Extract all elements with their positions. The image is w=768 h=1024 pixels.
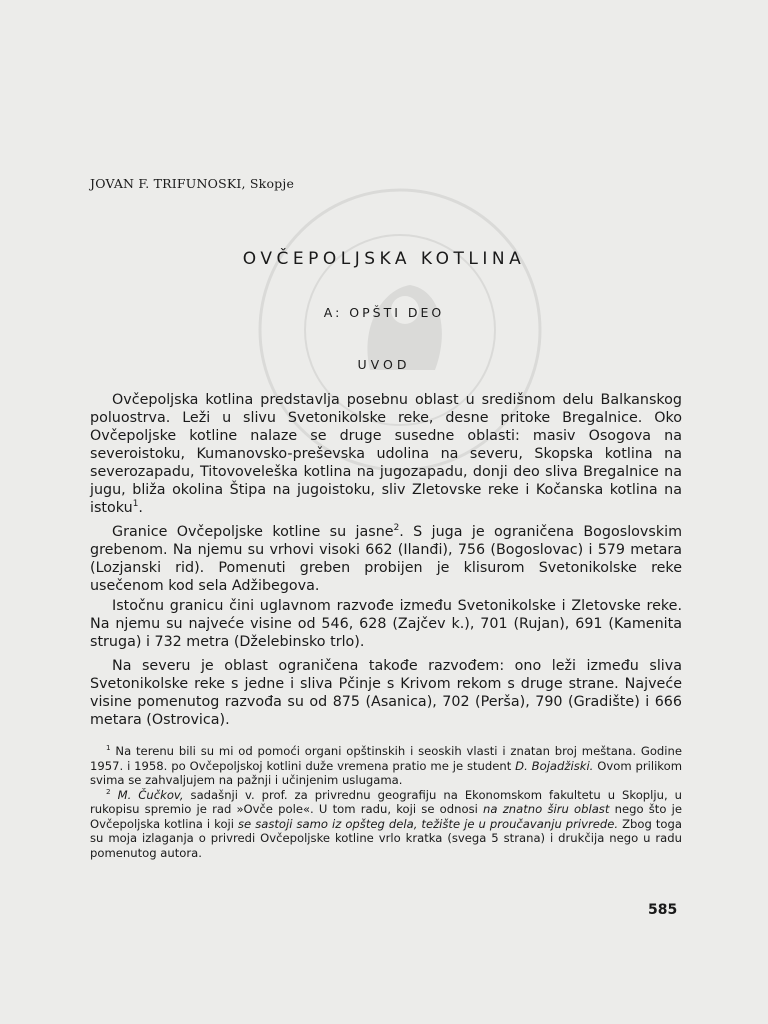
- body-text: [90, 391, 682, 729]
- part-heading: A: OPŠTI DEO: [323, 305, 445, 320]
- page-number: 585: [648, 902, 678, 918]
- paragraph: Granice Ovčepoljske kotline su jasne$^2$. S juga je ograničena Bogoslovskim grebenom. Na njemu su vrhovi visoki 662 (Ilanđi), 756 (Bogoslovac) i 579 metara (Lozjanski rid). Pomenuti greben probijen je klisurom Svetonikolske reke usečenom kod sela Adžibegova.: [90, 523, 682, 594]
- footnotes: [90, 744, 682, 860]
- author-line: [90, 176, 294, 191]
- footnote-mark: 2: [106, 786, 111, 796]
- paragraph: Ovčepoljska kotlina predstavlja posebnu oblast u središnom delu Balkanskog poluostrva. Leži u slivu Svetonikolske reke, desne pritoke Bregalnice. Oko Ovčepoljske kotline nalaze se druge susedne oblasti: masiv Osogova na severoistoku, Kumanovsko-preševska udolina na severu, Skopska kotlina na severozapadu, Titovoveleška kotlina na jugozapadu, donji deo sliva Bregalnice na jugu, bliža okolina Štipa na jugoistoku, sliv Zletovske reke i Kočanska kotlina na istoku$^1$.: [90, 392, 682, 516]
- author-name: JOVAN F. TRIFUNOSKI,: [90, 176, 246, 191]
- paragraph: Na severu je oblast ograničena takođe razvođem: ono leži između sliva Svetonikolske reke s jedne i sliva Pčinje s Krivom rekom s druge strane. Najveće visine pomenutog razvođa su od 875 (Asanica), 702 (Perša), 790 (Gradište) i 666 metara (Ostrovica).: [90, 658, 682, 728]
- footnote: $^2$ M. Čučkov, sadašnji v. prof. za privrednu geografiju na Ekonomskom fakultetu u Skoplju, u rukopisu spremio je rad »Ovče pole«. U tom radu, koji se odnosi na znatno širu oblast nego što je Ovčepoljska kotlina i koji se sastoji samo iz opšteg dela, težište je u proučavanju privrede. Zbog toga su moja izlaganja o privredi Ovčepoljske kotline vrlo kratka (svega 5 strana) i drukčija nego u radu pomenutog autora.: [90, 786, 683, 860]
- article-title: OVČEPOLJSKA KOTLINA: [242, 249, 526, 269]
- section-heading: UVOD: [357, 357, 411, 372]
- author-place: Skopje: [249, 176, 295, 191]
- footnote-mark: 1: [106, 743, 111, 753]
- footnote-ref: 1: [132, 499, 139, 510]
- footnote-ref: 2: [393, 523, 400, 534]
- paragraph: Istočnu granicu čini uglavnom razvođe između Svetonikolske i Zletovske reke. Na njemu su najveće visine od 546, 628 (Zajčev k.), 701 (Rujan), 691 (Kamenita struga) i 732 metra (Dželebinsko trlo).: [90, 598, 682, 650]
- footnote: $^1$ Na terenu bili su mi od pomoći organi opštinskih i seoskih vlasti i znatan broj meštana. Godine 1957. i 1958. po Ovčepoljskoj kotlini duže vremena pratio me je student D. Bojadžiski. Ovom prilikom svima se zahvaljujem na pažnji i učinjenim uslugama.: [90, 743, 682, 787]
